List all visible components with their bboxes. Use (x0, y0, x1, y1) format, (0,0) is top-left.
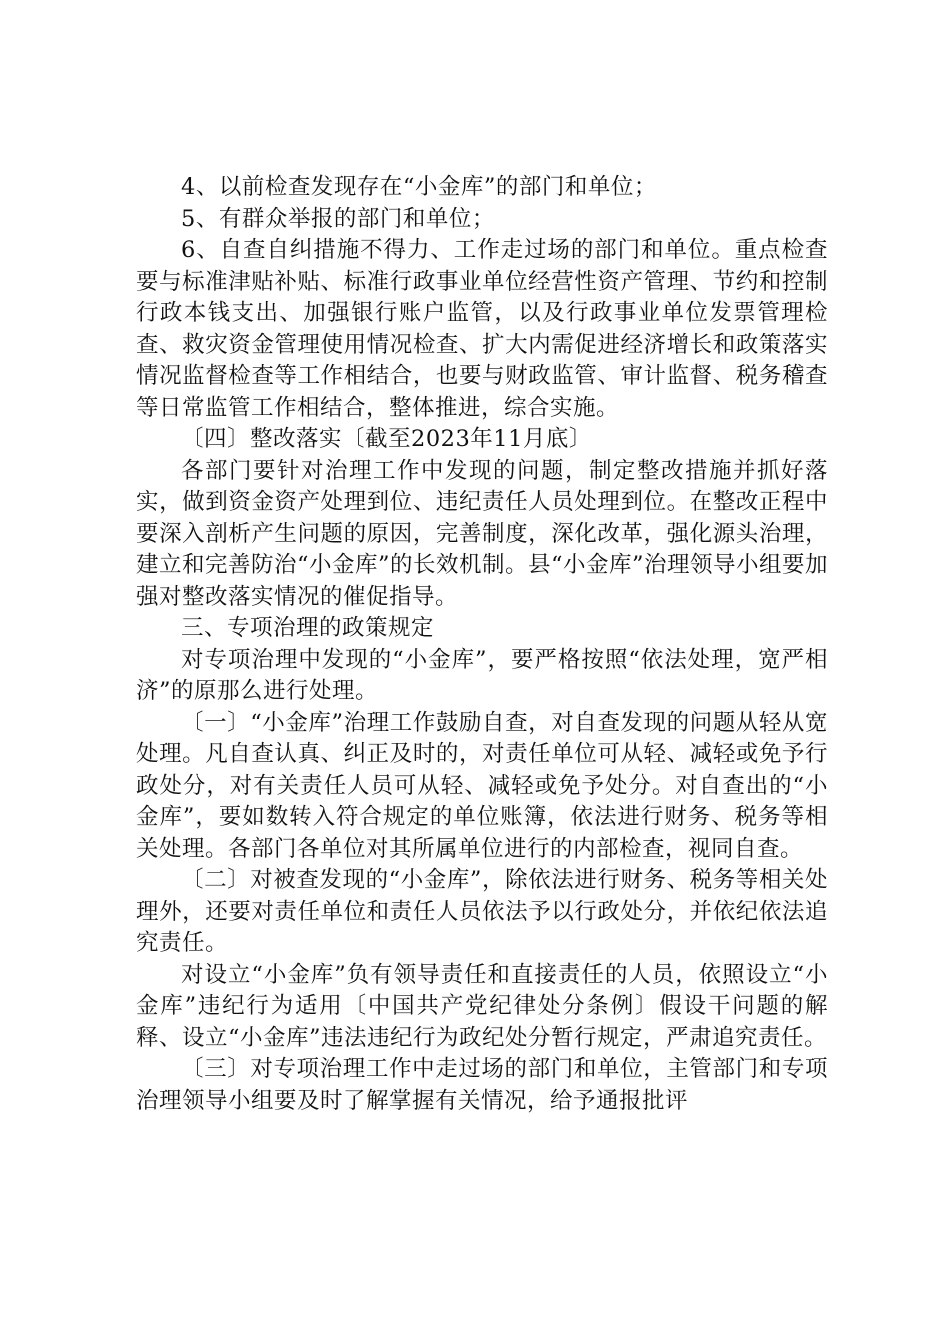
section-heading-policy: 三、专项治理的政策规定 (181, 615, 435, 641)
paragraph-item-6: 6、自查自纠措施不得力、工作走过场的部门和单位。重点检查要与标准津贴补贴、标准行政事业单位经营性资产管理、节约和控制行政本钱支出、加强银行账户监管，以及行政事业单位发票管理检查、救灾资金管理使用情况检查、扩大内需促进经济增长和政策落实情况监督检查等工作相结合，也要与财政监管、审计监督、税务稽查等日常监管工作相结合，整体推进，综合实施。 (136, 237, 828, 421)
paragraph-policy-1: 〔一〕“小金库”治理工作鼓励自查，对自查发现的问题从轻从宽处理。凡自查认真、纠正及时的，对责任单位可从轻、减轻或免予行政处分，对有关责任人员可从轻、减轻或免予处分。对自查出的“小金库”，要如数转入符合规定的单位账簿，依法进行财务、税务等相关处理。各部门各单位对其所属单位进行的内部检查，视同自查。 (136, 709, 828, 862)
paragraph-policy-2: 〔二〕对被查发现的“小金库”，除依法进行财务、税务等相关处理外，还要对责任单位和责任人员依法予以行政处分，并依纪依法追究责任。 (136, 867, 828, 956)
paragraph-rectification: 各部门要针对治理工作中发现的问题，制定整改措施并抓好落实，做到资金资产处理到位、违纪责任人员处理到位。在整改正程中要深入剖析产生问题的原因，完善制度，深化改革，强化源头治理，建立和完善防治“小金库”的长效机制。县“小金库”治理领导小组要加强对整改落实情况的催促指导。 (136, 457, 829, 610)
paragraph-item-4: 4、以前检查发现存在“小金库”的部门和单位； (181, 174, 657, 200)
document-body (136, 172, 828, 1117)
paragraph-policy-3: 〔三〕对专项治理工作中走过场的部门和单位，主管部门和专项治理领导小组要及时了解掌握有关情况，给予通报批评 (136, 1056, 828, 1114)
section-heading-rectification: 〔四〕整改落实〔截至2023年11月底〕 (181, 426, 592, 452)
paragraph-responsibility: 对设立“小金库”负有领导责任和直接责任的人员，依照设立“小金库”违纪行为适用〔中国共产党纪律处分条例〕假设干问题的解释、设立“小金库”违法违纪行为政纪处分暂行规定，严肃追究责任。 (136, 961, 828, 1051)
paragraph-item-5: 5、有群众举报的部门和单位； (181, 205, 495, 232)
paragraph-policy-intro: 对专项治理中发现的“小金库”，要严格按照“依法处理，宽严相济”的原那么进行处理。 (136, 646, 828, 704)
